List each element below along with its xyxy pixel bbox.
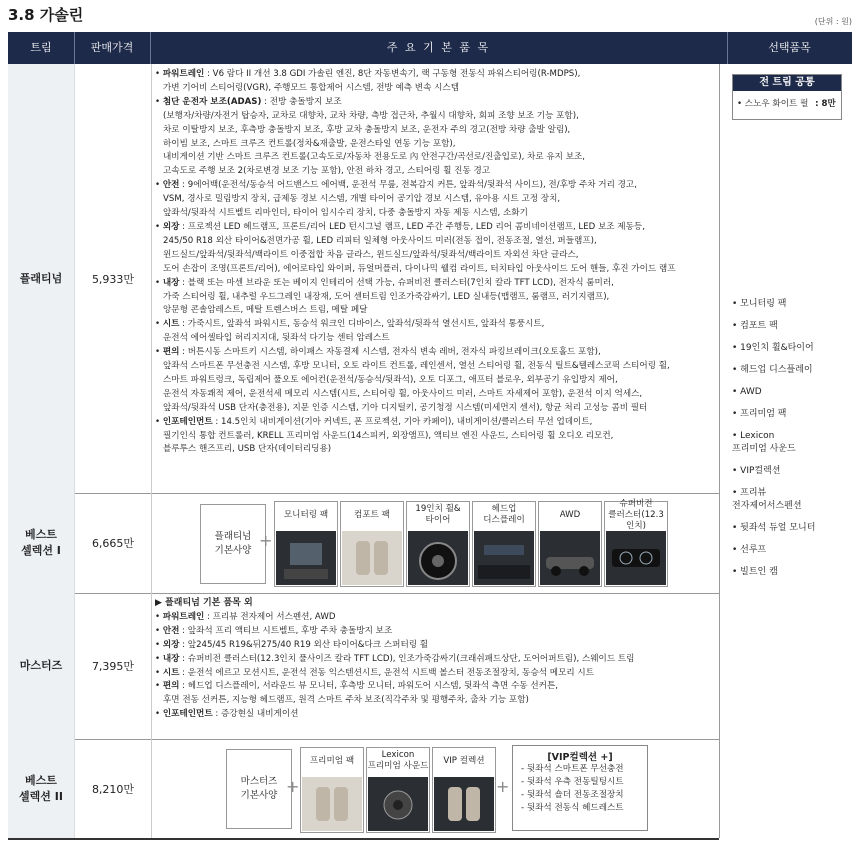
feature-line: • 시트 : 가죽시트, 앞좌석 파워시트, 동승석 워크인 디바이스, 앞좌석/뒷좌석 열선시트, 앞좌석 통풍시트, (155, 319, 545, 330)
row-best-selection-1 (8, 493, 719, 594)
feature-line: • 편의 : 버튼시동 스마트키 시스템, 하이패스 자동결제 시스템, 전자식 변속 레버, 전자식 파킹브레이크(오토홀드 포함), (155, 347, 601, 358)
vip-item: - 뒷좌석 스마트폰 무선충전 (521, 764, 624, 774)
option-item: • AWD (732, 387, 762, 397)
feature-line: 스마트 파워트렁크, 독립제어 풀오토 에어컨(운전석/동승석/뒷좌석), 오토 디포그, 애프터 블로우, 외부공기 유입방지 제어, (163, 374, 618, 385)
feature-line: 앞좌석/뒷좌석 시트벨트 리마인더, 타이어 임시수리 장치, 다중 충돌방지 자동 제동 시스템, 소화기 (163, 208, 528, 219)
package-card (538, 501, 602, 587)
package-card (604, 498, 668, 587)
feature-line: 윈드실드/앞좌석/뒷좌석/백라이트 이중접합 차음 글라스, 윈드실드/앞좌석/뒷좌석/백라이트 자외선 차단 글라스, (163, 249, 579, 260)
option-item: • 프리뷰 전자제어서스펜션 (732, 488, 802, 511)
platinum-feature-list (155, 68, 715, 457)
feature-line: • 안전 : 9에어백(운전석/동승석 어드밴스드 에어백, 운전석 무릎, 전복감지 커튼, 앞좌석/뒷좌석 사이드), 전/후방 주차 거리 경고, (155, 180, 637, 191)
feature-line: 차로 이탈방지 보조, 후측방 충돌방지 보조, 후방 교차 충돌방지 보조, 운전자 주의 경고(전방 차량 출발 알림), (163, 124, 571, 135)
base-spec-box: 플래티넘 기본사양 (200, 504, 266, 584)
feature-line: • 외장 : 프로젝션 LED 헤드램프, 프론트/리어 LED 턴시그널 램프, LED 주간 주행등, LED 리어 콤비네이션램프, LED 보조 제동등, (155, 221, 645, 232)
feature-line: 내비게이션 기반 스마트 크루즈 컨트롤(고속도로/자동차 전용도로 內 안전구간/곡선로/진출입로), 차로 유지 보조, (163, 152, 586, 163)
package-card (406, 501, 470, 587)
package-label: AWD (559, 509, 581, 520)
vip-collection-box (512, 745, 648, 831)
wheel-image (408, 531, 468, 585)
trim-name: 마스터즈 (8, 593, 74, 739)
awd-car-image (540, 531, 600, 585)
section-title: 3.8 가솔린 (8, 6, 84, 24)
package-card (300, 747, 364, 833)
package-label: VIP 컬렉션 (443, 755, 485, 766)
vip-title: [VIP컬렉션 +] (547, 752, 613, 763)
masters-feature-list (155, 597, 715, 722)
package-label: 헤드업 디스플레이 (483, 504, 525, 525)
common-option-box (732, 74, 842, 120)
package-card (472, 501, 536, 587)
trim-price: 6,665만 (74, 493, 152, 593)
feature-line: 앞좌석 스마트폰 무선충전 시스템, 후방 모니터, 오토 라이트 컨트롤, 레인센서, 열선 스티어링 휠, 전동식 틸트&텔레스코픽 스티어링 휠, (163, 361, 670, 372)
package-card (432, 747, 496, 833)
base-spec-box: 마스터즈 기본사양 (226, 749, 292, 829)
feature-line: 후면 전동 선커튼, 지능형 헤드램프, 원격 스마트 주차 보조(직각주차 및 평행주차, 출차 기능 포함) (163, 695, 529, 706)
package-label: Lexicon 프리미엄 사운드 (367, 750, 429, 771)
feature-line: • 시트 : 운전석 에르고 모션시트, 운전석 전동 익스텐션시트, 운전석 시트백 볼스터 전동조절장치, 동승석 메모리 시트 (155, 667, 595, 678)
package-label: 19인치 휠& 타이어 (415, 504, 461, 525)
option-item: • 모니터링 팩 (732, 299, 787, 309)
option-item: • Lexicon 프리미엄 사운드 (732, 431, 796, 454)
package-label: 컴포트 팩 (354, 509, 390, 520)
feature-line: 하이빔 보조, 스마트 크루즈 컨트롤(정차&재출발, 운전스타일 연동 기능 포함), (163, 138, 456, 149)
feature-line: 245/50 R18 외산 타이어&전면가공 휠, LED 리피터 일체형 아웃사이드 미러(전동 접이, 전동조절, 열선, 퍼들램프), (163, 235, 597, 246)
header-basic-items: 주 요 기 본 품 목 (386, 41, 491, 54)
header-options: 선택품목 (768, 41, 811, 54)
row-platinum (8, 64, 719, 494)
unit-note: (단위 : 원) (814, 17, 852, 26)
seat-image (342, 531, 402, 585)
package-card (366, 747, 430, 833)
feature-line: 앙문형 콘솔암레스트, 메탈 트렌스버스 트림, 메탈 페달 (163, 305, 368, 316)
vip-item: - 뒷좌석 전동식 헤드레스트 (521, 803, 624, 813)
feature-line: 운전석 자동쾌적 제어, 운전석세 메모리 시스템(시트, 스티어링 휠, 아웃사이드 미러, 스마트 자세제어 포함), 운전석 이지 억세스, (163, 388, 643, 399)
row-best-selection-2 (8, 739, 719, 840)
package-card (340, 501, 404, 587)
feature-line: • 내장 : 블랙 또는 마센 브라운 또는 베이지 인테리어 선택 가능, 슈퍼비전 클러스터(7인치 칼라 TFT LCD), 전자식 룸미러, (155, 277, 614, 288)
feature-line: 고속도로 주행 보조 2(차로변경 보조 기능 포함), 안전 하차 경고, 스티어링 휠 진동 경고 (163, 166, 491, 177)
table-header (8, 32, 852, 64)
feature-line: 가죽 스티어링 휠, 내추럴 우드그레인 내장재, 도어 센터트림 인조가죽감싸기, LED 실내등(맵램프, 룸램프, 러기지램프), (163, 291, 610, 302)
monitoring-image (276, 531, 336, 585)
feature-line: 블루투스 핸즈프리, USB 단자(데이터리딩용) (163, 444, 332, 455)
feature-line: 가변 기어비 스티어링(VGR), 주행모드 통합제어 시스템, 전방 예측 변속 시스템 (163, 82, 460, 93)
speaker-image (368, 777, 428, 831)
header-trim: 트림 (30, 41, 52, 54)
feature-line: • 인포테인먼트 : 14.5인치 내비게이션(기아 커넥트, 폰 프로젝션, 기아 카페이), 내비게이션/클러스터 무선 업데이트, (155, 416, 593, 427)
feature-line: • 파워트레인 : 프리뷰 전자제어 서스펜션, AWD (155, 611, 336, 622)
options-column (719, 64, 853, 838)
trim-price: 5,933만 (74, 64, 152, 493)
feature-line: • 외장 : 앞245/45 R19&뒤275/40 R19 외산 타이어&다크 스퍼터링 휠 (155, 639, 429, 650)
common-option-item: • 스노우 화이트 펄 : 8만 (737, 99, 836, 109)
feature-line: • 파워트레인 : V6 람다 II 개선 3.8 GDI 가솔린 엔진, 8단 자동변속기, 랙 구동형 전동식 파워스티어링(R-MDPS), (155, 69, 581, 79)
feature-line: 필기인식 통합 컨트롤러, KRELL 프리미엄 사운드(14스피커, 외장앰프), 액티브 엔진 사운드, 스티어링 휠 오디오 리모컨, (163, 430, 614, 441)
plus-icon: + (496, 777, 510, 796)
vip-item: - 뒷좌석 우측 전동틸팅시트 (521, 777, 624, 787)
header-price: 판매가격 (90, 41, 134, 54)
hud-image (474, 531, 534, 585)
feature-line: • 안전 : 앞좌석 프리 액티브 시트벨트, 후방 주차 충돌방지 보조 (155, 625, 393, 636)
package-label: 모니터링 팩 (283, 509, 329, 520)
trim-price: 7,395만 (74, 593, 152, 739)
feature-line: • 인포테인먼트 : 증강현실 내비게이션 (155, 709, 299, 720)
package-label: 슈퍼비전 클러스터(12.3인치) (608, 498, 664, 531)
feature-line: 도어 손잡이 조명(프론트/리어), 에어로타입 와이퍼, 듀얼머플러, 다이나믹 웰컴 라이트, 터치타입 아웃사이드 도어 핸들, 후진 가이드 램프 (163, 263, 676, 274)
premium-seat-image (302, 777, 362, 831)
option-item: • 컴포트 팩 (732, 321, 778, 331)
option-item: • 19인치 휠&타이어 (732, 343, 814, 353)
trim-price: 8,210만 (74, 739, 152, 838)
feature-line: VSM, 경사로 밀림방지 장치, 급제동 경보 시스템, 개별 타이어 공기압 경보 시스템, 유아용 시트 고정 장치, (163, 194, 561, 205)
option-item: • 선루프 (732, 545, 767, 555)
feature-line: • 첨단 운전자 보조(ADAS) : 전방 충돌방지 보조 (155, 96, 342, 107)
vip-seat-image (434, 777, 494, 831)
feature-line: • 편의 : 헤드업 디스플레이, 서라운드 뷰 모니터, 후측방 모니터, 파워도어 시스템, 뒷좌석 측면 수동 선커튼, (155, 681, 558, 692)
feature-line: 앞좌석/뒷좌석 USB 단자(충전용), 지문 인증 시스템, 기아 디지털키, 공기청정 시스템(미세먼지 센서), 항균 처리 고성능 콤비 필터 (163, 402, 648, 413)
plus-icon: + (286, 777, 300, 796)
feature-line: 운전석 에어셀타입 허리지지대, 뒷좌석 다기능 센터 암레스트 (163, 333, 390, 344)
option-item: • 빌트인 캠 (732, 567, 778, 577)
option-list (732, 298, 850, 588)
cluster-image (606, 531, 666, 585)
option-item: • 프리미엄 팩 (732, 409, 787, 419)
option-item: • VIP컬렉션 (732, 466, 781, 476)
common-option-title: 전 트림 공통 (733, 75, 841, 91)
package-label: 프리미엄 팩 (309, 755, 355, 766)
feature-line: • 내장 : 슈퍼비전 클러스터(12.3인치 풀사이즈 칼라 TFT LCD), 인조가죽감싸기(크래쉬패드상단, 도어어퍼트림), 스웨이드 트림 (155, 653, 635, 664)
feature-line: (보행자/차량/자전거 탑승자, 교차로 대향차, 교차 차량, 측방 접근차, 추월시 대향차, 회피 조향 보조 기능 포함), (163, 110, 579, 121)
masters-heading: ▶ 플래티넘 기본 품목 외 (155, 598, 253, 608)
package-card (274, 501, 338, 587)
option-item: • 헤드업 디스플레이 (732, 365, 813, 375)
plus-icon: + (259, 531, 273, 550)
vip-item: - 뒷좌석 숄더 전동조절장치 (521, 790, 624, 800)
option-item: • 뒷좌석 듀얼 모니터 (732, 523, 816, 533)
row-masters (8, 593, 719, 740)
trim-name: 베스트 셀렉션 I (8, 493, 74, 593)
trim-name: 플래티넘 (8, 64, 74, 493)
trim-name: 베스트 셀렉션 II (8, 739, 74, 838)
